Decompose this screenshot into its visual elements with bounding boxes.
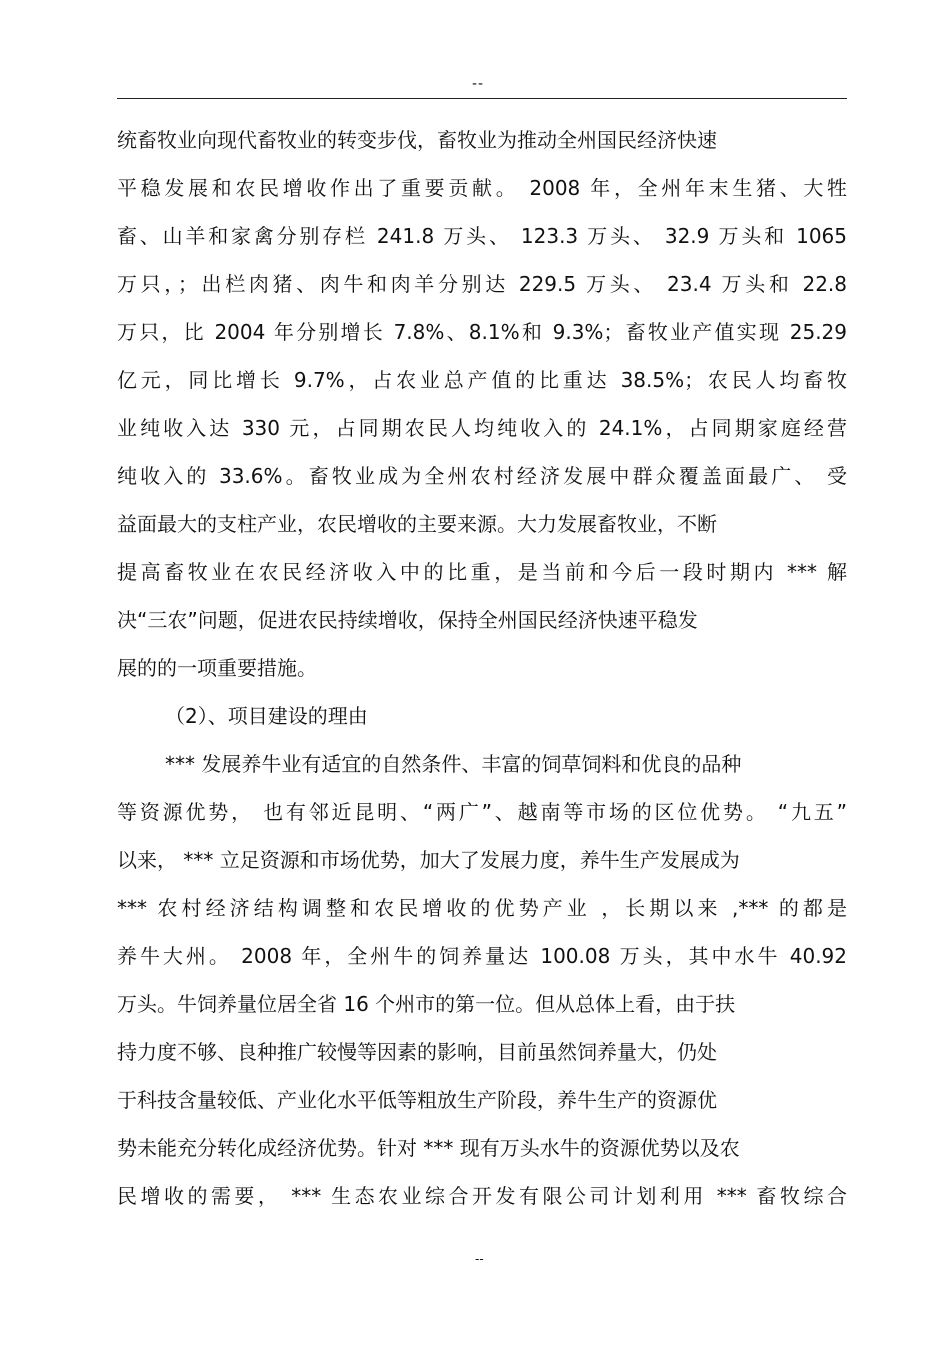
paragraph-line: 养牛大州。 2008 年，全州牛的饲养量达 100.08 万头，其中水牛 40.92 <box>117 944 847 968</box>
paragraph-line: 亿元，同比增长 9.7%，占农业总产值的比重达 38.5%；农民人均畜牧 <box>117 368 847 392</box>
paragraph-line: 万只，；出栏肉猪、肉牛和肉羊分别达 229.5 万头、 23.4 万头和 22.8 <box>117 272 847 296</box>
paragraph-line: 统畜牧业向现代畜牧业的转变步伐，畜牧业为推动全州国民经济快速 <box>117 128 717 152</box>
paragraph-line: 益面最大的支柱产业，农民增收的主要来源。大力发展畜牧业，不断 <box>117 512 717 536</box>
paragraph-line: 于科技含量较低、产业化水平低等粗放生产阶段，养牛生产的资源优 <box>117 1088 717 1112</box>
paragraph-line: 持力度不够、良种推广较慢等因素的影响，目前虽然饲养量大，仍处 <box>117 1040 717 1064</box>
paragraph-line: 提高畜牧业在农民经济收入中的比重，是当前和今后一段时期内 *** 解 <box>117 560 847 584</box>
paragraph-line: 万只，比 2004 年分别增长 7.8%、8.1%和 9.3%；畜牧业产值实现 25.29 <box>117 320 847 344</box>
paragraph-line: *** 农村经济结构调整和农民增收的优势产业 ，长期以来 ,*** 的都是 <box>117 896 847 920</box>
paragraph-line: 纯收入的 33.6%。畜牧业成为全州农村经济发展中群众覆盖面最广、 受 <box>117 464 847 488</box>
header-mark: -- <box>472 76 485 92</box>
paragraph-line: 业纯收入达 330 元，占同期农民人均纯收入的 24.1%，占同期家庭经营 <box>117 416 847 440</box>
header-rule <box>117 98 847 99</box>
paragraph-line: 势未能充分转化成经济优势。针对 *** 现有万头水牛的资源优势以及农 <box>117 1136 740 1160</box>
section-heading: （2）、项目建设的理由 <box>165 704 368 728</box>
paragraph-line: 以来， *** 立足资源和市场优势，加大了发展力度，养牛生产发展成为 <box>117 848 740 872</box>
paragraph-line: 展的的一项重要措施。 <box>117 656 317 680</box>
paragraph-line: 决“三农”问题，促进农民持续增收，保持全州国民经济快速平稳发 <box>117 608 698 632</box>
paragraph-line: 等资源优势， 也有邻近昆明、“两广”、越南等市场的区位优势。 “九五” <box>117 800 847 824</box>
footer-mark: -- <box>475 1252 484 1266</box>
paragraph-line: 畜、山羊和家禽分别存栏 241.8 万头、 123.3 万头、 32.9 万头和 1065 <box>117 224 847 248</box>
paragraph-line: 平稳发展和农民增收作出了重要贡献。 2008 年，全州年末生猪、大牲 <box>117 176 847 200</box>
paragraph-line: 万头。牛饲养量位居全省 16 个州市的第一位。但从总体上看，由于扶 <box>117 992 736 1016</box>
paragraph-line: 民增收的需要， *** 生态农业综合开发有限公司计划利用 *** 畜牧综合 <box>117 1184 847 1208</box>
paragraph-line: *** 发展养牛业有适宜的自然条件、丰富的饲草饲料和优良的品种 <box>165 752 742 776</box>
